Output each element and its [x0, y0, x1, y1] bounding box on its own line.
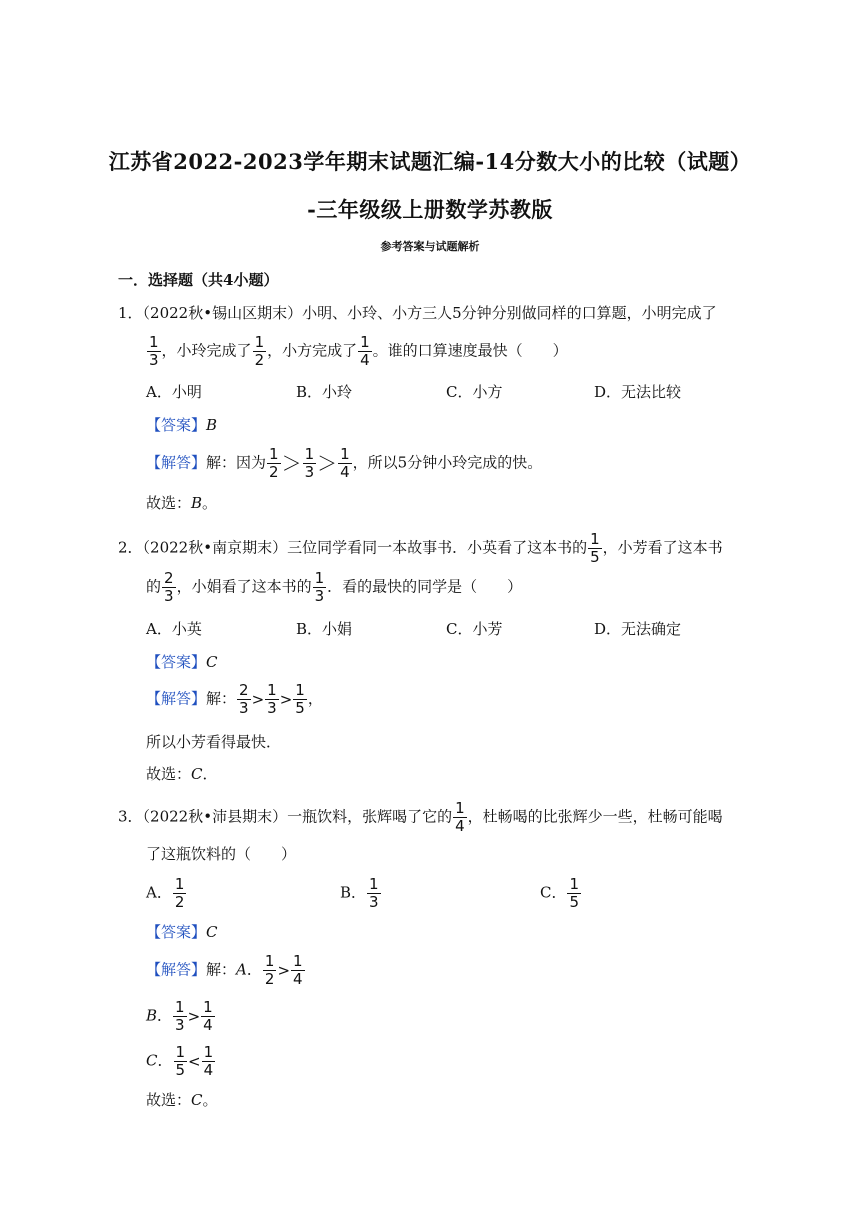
q1-fraction-xiaoling: $\frac{1}{2}$ — [254, 333, 265, 369]
q1-option-a: A．小明 — [146, 383, 202, 401]
q1-analysis: 【解答】解：因为 $\frac{1}{2}$ ＞ $\frac{1}{3}$ ＞ $\frac{1}{4}$ ，所以5分钟小玲完成的快。 — [146, 445, 543, 481]
q1-choice: 故选：B。 — [146, 494, 218, 512]
q1-stem-line2: $\frac{1}{3}$ ，小玲完成了 $\frac{1}{2}$ ，小方完成了 $\frac{1}{4}$ 。谁的口算速度最快（ ） — [149, 333, 568, 369]
q1-answer: 【答案】B — [146, 416, 218, 434]
q3-option-c: C． $\frac{1}{5}$ — [540, 875, 580, 911]
q3-analysis-c: C． $\frac{1}{5}$ < $\frac{1}{4}$ — [146, 1043, 214, 1079]
q3-stem-line2: 了这瓶饮料的（ ） — [146, 845, 297, 863]
q2-choice: 故选：C． — [146, 765, 218, 783]
q2-stem-line1: 2．（2022秋•南京期末）三位同学看同一本故事书．小英看了这本书的 $\frac{1}{5}$ ，小芳看了这本书 — [118, 530, 723, 566]
q3-option-a: A． $\frac{1}{2}$ — [146, 875, 185, 911]
q2-option-b: B．小娟 — [296, 620, 353, 638]
q3-option-b: B． $\frac{1}{3}$ — [340, 875, 379, 911]
q2-option-d: D．无法确定 — [594, 620, 682, 638]
q3-analysis-a: 【解答】解：A． $\frac{1}{2}$ > $\frac{1}{4}$ — [146, 952, 303, 988]
q2-result: 所以小芳看得最快． — [146, 733, 282, 751]
q3-fraction-zhanghui: $\frac{1}{4}$ — [455, 799, 465, 835]
q2-analysis: 【解答】解： $\frac{2}{3}$ > $\frac{1}{3}$ > $\frac{1}{5}$ ， — [146, 681, 323, 717]
q3-answer: 【答案】C — [146, 923, 218, 941]
q2-fraction-xiaofang: $\frac{2}{3}$ — [164, 569, 174, 605]
q2-option-a: A．小英 — [146, 620, 202, 638]
q1-option-c: C．小方 — [446, 383, 503, 401]
q2-option-c: C．小芳 — [446, 620, 503, 638]
q2-fraction-xiaoying: $\frac{1}{5}$ — [590, 530, 600, 566]
q2-fraction-xiaojuan: $\frac{1}{3}$ — [314, 569, 325, 605]
q1-option-d: D．无法比较 — [594, 383, 682, 401]
q1-fraction-xiaoming: $\frac{1}{3}$ — [149, 333, 159, 369]
q1-fraction-xiaofang: $\frac{1}{4}$ — [360, 333, 370, 369]
q1-stem-line1: 1．（2022秋•锡山区期末）小明、小玲、小方三人5分钟分别做同样的口算题，小明完成了 — [118, 304, 717, 322]
q3-analysis-b: B． $\frac{1}{3}$ > $\frac{1}{4}$ — [146, 998, 213, 1034]
q3-stem-line1: 3．（2022秋•沛县期末）一瓶饮料，张辉喝了它的 $\frac{1}{4}$ ，杜畅喝的比张辉少一些，杜畅可能喝 — [118, 799, 723, 835]
q3-choice: 故选：C。 — [146, 1091, 218, 1109]
document-title-line2: -三年级级上册数学苏教版 — [307, 197, 553, 222]
q2-answer: 【答案】C — [146, 653, 218, 671]
document-subtitle: 参考答案与试题解析 — [380, 240, 480, 253]
section-heading: 一．选择题（共4小题） — [118, 271, 279, 289]
q2-stem-line2: 的 $\frac{2}{3}$ ，小娟看了这本书的 $\frac{1}{3}$ ．看的最快的同学是（ ） — [146, 569, 523, 605]
document-title-line1: 江苏省2022-2023学年期末试题汇编-14分数大小的比较（试题） — [108, 149, 752, 174]
q1-option-b: B．小玲 — [296, 383, 353, 401]
